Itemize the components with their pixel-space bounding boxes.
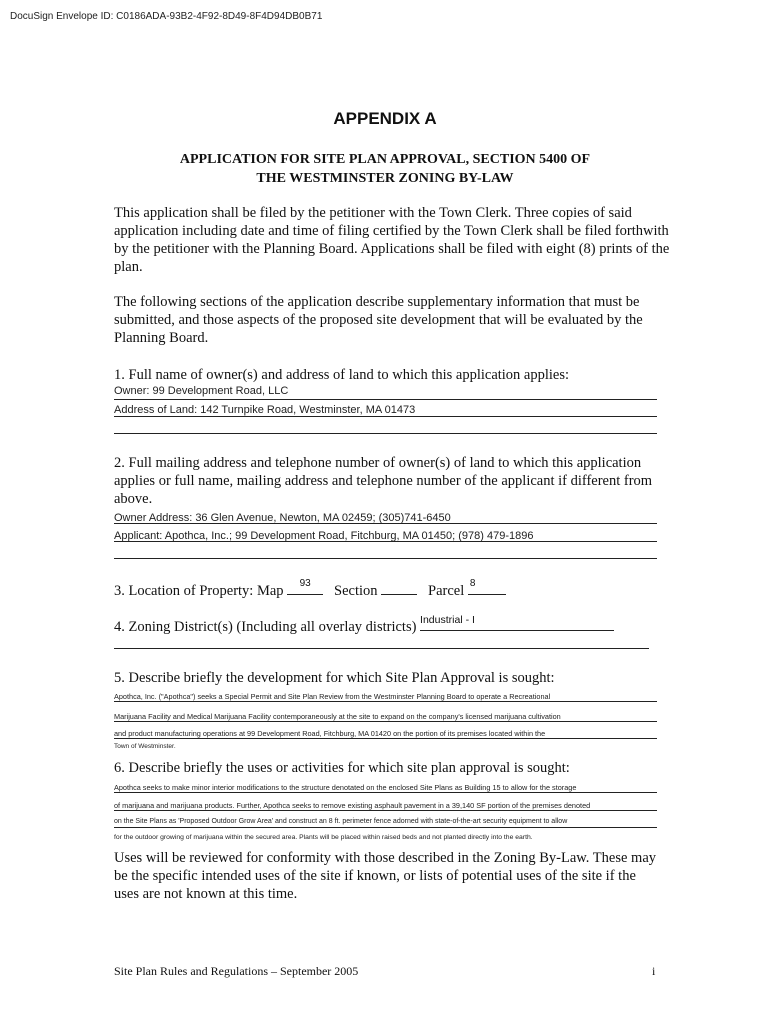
- application-heading-line1: APPLICATION FOR SITE PLAN APPROVAL, SECTION 5400 OF: [179, 152, 591, 167]
- uses-description-line-4: for the outdoor growing of marijuana within the secured area. Plants will be placed within raised beds and not planted directly into the earth.: [114, 834, 533, 841]
- applicant-info-field-line[interactable]: [114, 541, 657, 542]
- zoning-district-field[interactable]: [420, 616, 614, 631]
- development-description-line-1: Apothca, Inc. ("Apothca") seeks a Special Permit and Site Plan Review from the Westminster Planning Board to operate a Recreational: [114, 692, 551, 701]
- land-address-field-line[interactable]: [114, 416, 657, 417]
- appendix-title: APPENDIX A: [333, 109, 437, 128]
- question-2-label: 2. Full mailing address and telephone number of owner(s) of land to which this application applies or full name, mailing address and telephone number of the applicant if different from above.: [114, 455, 653, 507]
- development-field-line-3[interactable]: [114, 738, 657, 739]
- application-heading-line2: THE WESTMINSTER ZONING BY-LAW: [256, 171, 514, 186]
- owner-mailing-value: Owner Address: 36 Glen Avenue, Newton, MA 02459; (305)741-6450: [114, 512, 451, 524]
- question-3-row: [114, 580, 506, 600]
- page-number: i: [652, 964, 656, 978]
- uses-field-line-1[interactable]: [114, 792, 657, 793]
- extra-field-line-2[interactable]: [114, 558, 657, 559]
- uses-description-line-2: of marijuana and marijuana products. Further, Apothca seeks to remove existing asphault pavement in a 39,140 SF portion of the premises denoted: [114, 801, 591, 810]
- question-4-row: [114, 616, 614, 636]
- parcel-label: Parcel: [428, 583, 465, 599]
- zoning-extra-line[interactable]: [114, 648, 649, 649]
- zoning-district-value: Industrial - I: [420, 614, 475, 626]
- question-3-label: 3. Location of Property: Map: [114, 583, 284, 599]
- map-field[interactable]: [287, 580, 323, 595]
- development-description-line-3: and product manufacturing operations at 99 Development Road, Fitchburg, MA 01420 on the portion of its premises located within the: [114, 729, 546, 738]
- development-field-line-2[interactable]: [114, 721, 657, 722]
- section-label: Section: [334, 583, 378, 599]
- question-4-label: 4. Zoning District(s) (Including all overlay districts): [114, 619, 417, 635]
- footer-title: Site Plan Rules and Regulations – September 2005: [114, 964, 359, 978]
- development-description-line-4: Town of Westminster.: [114, 743, 176, 750]
- development-description-line-2: Marijuana Facility and Medical Marijuana Facility contemporaneously at the site to expand on the company's licensed marijuana cultivation: [114, 712, 561, 721]
- parcel-field[interactable]: [468, 580, 506, 595]
- development-field-line-1[interactable]: [114, 701, 657, 702]
- map-value: 93: [299, 578, 311, 589]
- intro-paragraph-sections: The following sections of the application describe supplementary information that must be submitted, and those aspects of the proposed site development that will be evaluated by the Planning Board.: [114, 294, 643, 346]
- owner-name-field-line[interactable]: [114, 399, 657, 400]
- uses-field-line-3[interactable]: [114, 827, 657, 828]
- intro-paragraph-filing: This application shall be filed by the petitioner with the Town Clerk. Three copies of said application including date and time of filing certified by the Town Clerk shall be filed forthwith by the petitioner with the Planning Board. Applications shall be filed with eight (8) prints of the plan.: [114, 205, 670, 275]
- section-field[interactable]: [381, 580, 417, 595]
- question-1-label: 1. Full name of owner(s) and address of land to which this application applies:: [114, 367, 570, 383]
- owner-mailing-field-line[interactable]: [114, 523, 657, 524]
- question-5-label: 5. Describe briefly the development for which Site Plan Approval is sought:: [114, 670, 555, 686]
- parcel-value: 8: [469, 578, 476, 589]
- uses-review-note: Uses will be reviewed for conformity with those described in the Zoning By-Law. These may be the specific intended uses of the site if known, or lists of potential uses of the site if the uses are not known at this time.: [114, 850, 657, 902]
- applicant-info-value: Applicant: Apothca, Inc.; 99 Development Road, Fitchburg, MA 01450; (978) 479-1896: [114, 530, 534, 542]
- extra-field-line[interactable]: [114, 433, 657, 434]
- uses-field-line-2[interactable]: [114, 810, 657, 811]
- uses-description-line-3: on the Site Plans as 'Proposed Outdoor Grow Area' and construct an 8 ft. perimeter fence adorned with state-of-the-art security equipment to allow: [114, 818, 568, 825]
- land-address-value: Address of Land: 142 Turnpike Road, Westminster, MA 01473: [114, 404, 416, 416]
- owner-name-value: Owner: 99 Development Road, LLC: [114, 385, 289, 397]
- envelope-id: DocuSign Envelope ID: C0186ADA-93B2-4F92-8D49-8F4D94DB0B71: [10, 11, 323, 22]
- uses-description-line-1: Apothca seeks to make minor interior modifications to the structure denotated on the enclosed Site Plans as Building 15 to allow for the storage: [114, 783, 577, 792]
- question-6-label: 6. Describe briefly the uses or activities for which site plan approval is sought:: [114, 760, 570, 776]
